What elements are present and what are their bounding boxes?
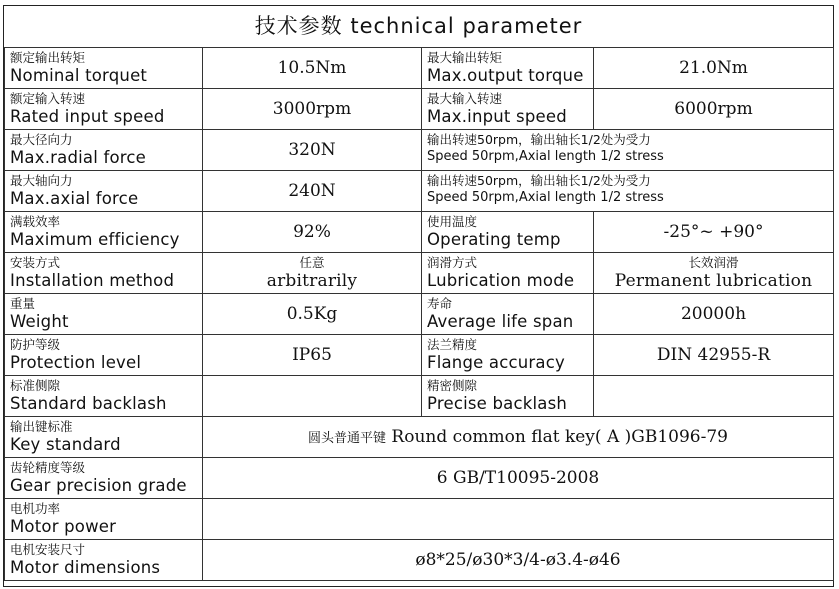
param-row bbox=[5, 89, 834, 130]
param-row bbox=[5, 130, 834, 171]
param-value bbox=[203, 253, 422, 294]
label-cn: 润滑方式 bbox=[427, 255, 478, 270]
param-value-wide bbox=[203, 458, 834, 499]
label-cn: 精密侧隙 bbox=[427, 378, 478, 393]
param-label bbox=[5, 48, 203, 89]
label-cn: 电机功率 bbox=[10, 501, 61, 516]
label-cn: 输出键标准 bbox=[10, 419, 73, 434]
value-text: 6 GB/T10095-2008 bbox=[436, 468, 600, 488]
note-en: Speed 50rpm,Axial length 1/2 stress bbox=[427, 149, 664, 164]
param-label bbox=[5, 212, 203, 253]
label-en: Average life span bbox=[427, 312, 574, 331]
param-row bbox=[5, 48, 834, 89]
label-en: Standard backlash bbox=[10, 394, 167, 413]
note-cn: 输出转速50rpm，输出轴长1/2处为受力 bbox=[427, 173, 651, 188]
param-value: IP65 bbox=[203, 335, 422, 376]
param-value-wide bbox=[203, 540, 834, 581]
label-en: Max.output torque bbox=[427, 66, 584, 85]
value-text: Round common flat key( A )GB1096-79 bbox=[386, 427, 728, 447]
param-row bbox=[5, 294, 834, 335]
param-value: 0.5Kg bbox=[203, 294, 422, 335]
param-value: 240N bbox=[203, 171, 422, 212]
label-en: Gear precision grade bbox=[10, 476, 187, 495]
label-en: Max.axial force bbox=[10, 189, 139, 208]
param-value-wide bbox=[203, 417, 834, 458]
param-label bbox=[422, 253, 594, 294]
value-en: arbitrarily bbox=[266, 271, 358, 291]
param-row-wide bbox=[5, 499, 834, 540]
param-label bbox=[5, 376, 203, 417]
param-row bbox=[5, 376, 834, 417]
label-cn: 满载效率 bbox=[10, 214, 61, 229]
label-en: Weight bbox=[10, 312, 69, 331]
note-cn: 输出转速50rpm，输出轴长1/2处为受力 bbox=[427, 132, 651, 147]
label-en: Flange accuracy bbox=[427, 353, 565, 372]
label-cn: 使用温度 bbox=[427, 214, 478, 229]
param-value: 6000rpm bbox=[594, 89, 834, 130]
param-label bbox=[5, 89, 203, 130]
param-row bbox=[5, 335, 834, 376]
param-value: 21.0Nm bbox=[594, 48, 834, 89]
param-value: 3000rpm bbox=[203, 89, 422, 130]
param-label bbox=[422, 212, 594, 253]
label-cn: 最大输入转速 bbox=[427, 91, 503, 106]
param-value bbox=[203, 376, 422, 417]
value-cn: 圆头普通平键 bbox=[308, 431, 387, 446]
label-en: Key standard bbox=[10, 435, 121, 454]
label-cn: 最大径向力 bbox=[10, 132, 73, 147]
label-cn: 电机安装尺寸 bbox=[10, 542, 86, 557]
param-label bbox=[5, 335, 203, 376]
param-value-wide bbox=[203, 499, 834, 540]
param-label bbox=[5, 458, 203, 499]
param-row bbox=[5, 253, 834, 294]
param-note bbox=[422, 171, 834, 212]
label-cn: 齿轮精度等级 bbox=[10, 460, 86, 475]
label-en: Max.input speed bbox=[427, 107, 567, 126]
label-cn: 额定输出转矩 bbox=[10, 50, 86, 65]
parameter-sheet bbox=[3, 5, 834, 587]
label-cn: 安装方式 bbox=[10, 255, 61, 270]
label-en: Protection level bbox=[10, 353, 142, 372]
param-label bbox=[422, 294, 594, 335]
parameter-table bbox=[4, 47, 834, 581]
param-label bbox=[422, 335, 594, 376]
param-value: 10.5Nm bbox=[203, 48, 422, 89]
param-note bbox=[422, 130, 834, 171]
label-cn: 防护等级 bbox=[10, 337, 61, 352]
label-en: Nominal torquet bbox=[10, 66, 148, 85]
label-en: Operating temp bbox=[427, 230, 561, 249]
label-en: Lubrication mode bbox=[427, 271, 575, 290]
param-label bbox=[422, 48, 594, 89]
param-label bbox=[5, 540, 203, 581]
sheet-title: 技术参数 technical parameter bbox=[4, 6, 833, 48]
value-cn: 长效润滑 bbox=[688, 255, 739, 270]
param-label bbox=[5, 130, 203, 171]
param-value: 92% bbox=[203, 212, 422, 253]
label-cn: 最大轴向力 bbox=[10, 173, 73, 188]
param-value: 320N bbox=[203, 130, 422, 171]
note-en: Speed 50rpm,Axial length 1/2 stress bbox=[427, 190, 664, 205]
label-cn: 法兰精度 bbox=[427, 337, 478, 352]
label-en: Precise backlash bbox=[427, 394, 568, 413]
label-en: Maximum efficiency bbox=[10, 230, 180, 249]
param-label bbox=[5, 171, 203, 212]
param-value bbox=[594, 253, 834, 294]
param-row-wide bbox=[5, 458, 834, 499]
label-cn: 标准侧隙 bbox=[10, 378, 61, 393]
label-en: Max.radial force bbox=[10, 148, 146, 167]
label-en: Installation method bbox=[10, 271, 175, 290]
param-label bbox=[5, 417, 203, 458]
label-cn: 最大输出转矩 bbox=[427, 50, 503, 65]
param-row bbox=[5, 212, 834, 253]
value-text: ø8*25/ø30*3/4-ø3.4-ø46 bbox=[415, 550, 621, 570]
param-row-wide bbox=[5, 540, 834, 581]
param-value bbox=[594, 376, 834, 417]
param-label bbox=[5, 499, 203, 540]
label-en: Motor power bbox=[10, 517, 117, 536]
label-en: Motor dimensions bbox=[10, 558, 161, 577]
param-label bbox=[422, 376, 594, 417]
label-en: Rated input speed bbox=[10, 107, 165, 126]
value-cn: 任意 bbox=[299, 255, 325, 270]
param-row-wide bbox=[5, 417, 834, 458]
param-label bbox=[422, 89, 594, 130]
param-label bbox=[5, 253, 203, 294]
label-cn: 额定输入转速 bbox=[10, 91, 86, 106]
value-en: Permanent lubrication bbox=[614, 271, 813, 291]
param-row bbox=[5, 171, 834, 212]
label-cn: 寿命 bbox=[427, 296, 453, 311]
param-value: DIN 42955-R bbox=[594, 335, 834, 376]
param-label bbox=[5, 294, 203, 335]
param-value: -25°~ +90° bbox=[594, 212, 834, 253]
label-cn: 重量 bbox=[10, 296, 36, 311]
param-value: 20000h bbox=[594, 294, 834, 335]
